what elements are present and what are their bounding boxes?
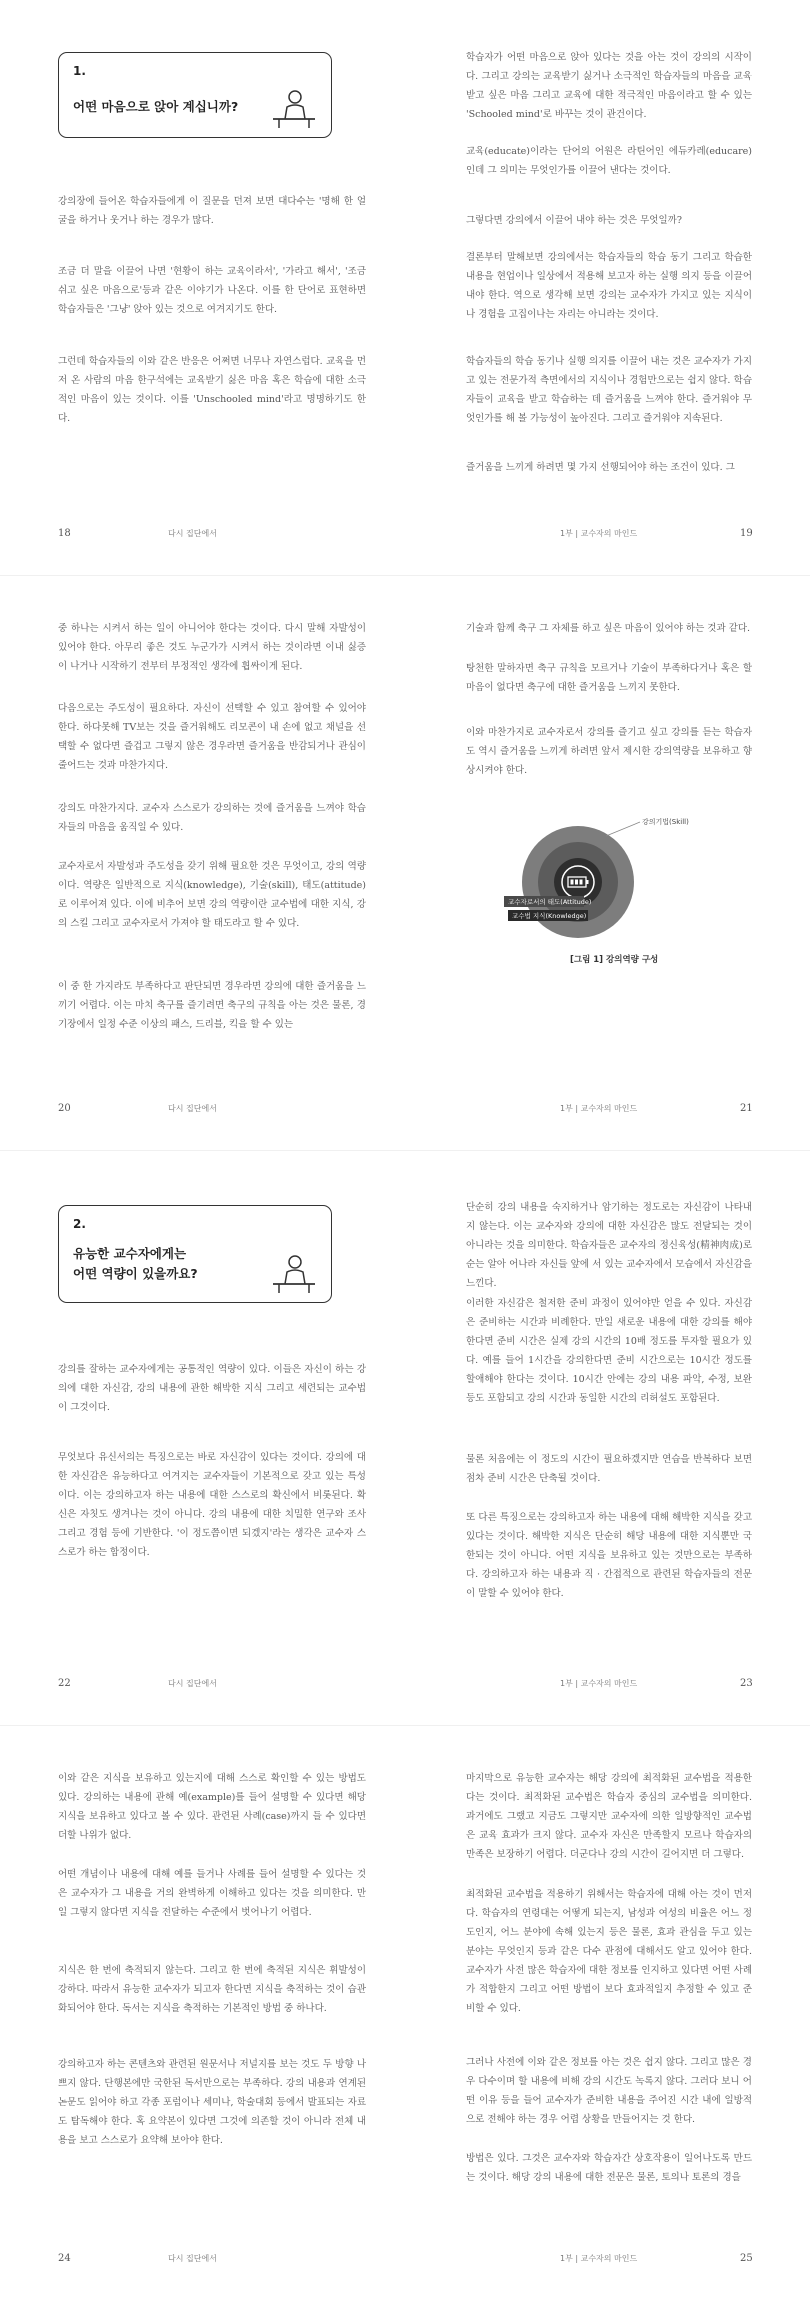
page-number: 23 <box>740 1678 753 1689</box>
paragraph: 강의장에 들어온 학습자들에게 이 질문을 던져 보면 대다수는 '명해 한 얼굴을 하거나 웃거나 하는 경우가 많다. <box>58 196 366 226</box>
running-header: 다시 집단에서 <box>168 1104 217 1113</box>
paragraph: 즐거움을 느끼게 하려면 몇 가지 선행되어야 하는 조건이 있다. 그 <box>466 462 735 473</box>
paragraph: 탕천한 말하자면 축구 규칙을 모르거나 기술이 부족하다거나 혹은 할 마음이 없다면 축구에 대한 즐거움을 느끼지 못한다. <box>466 663 752 693</box>
paragraph: 어떤 개념이나 내용에 대해 예를 들거나 사례를 들어 설명할 수 있다는 것은 교수자가 그 내용을 거의 완벽하게 이해하고 있다는 것을 의미한다. 만일 그렇지 않다면 지식을 전달하는 수준에서 벗어나기 어렵다. <box>58 1869 366 1918</box>
page-25 <box>405 1725 810 2300</box>
page-24 <box>0 1725 405 2300</box>
paragraph: 지식은 한 번에 축적되지 않는다. 그리고 한 번에 축적된 지식은 휘발성이 강하다. 따라서 유능한 교수자가 되고자 한다면 지식을 축적하는 것이 습관화되어야 한다. 독서는 지식을 축적하는 기본적인 방법 중 하나다. <box>58 1965 366 2014</box>
page-number: 18 <box>58 528 71 539</box>
page-number: 21 <box>740 1103 753 1114</box>
paragraph: 기술과 함께 축구 그 자체를 하고 싶은 마음이 있어야 하는 것과 같다. <box>466 623 751 634</box>
paragraph: 그러나 사전에 이와 같은 정보를 아는 것은 쉽지 않다. 그리고 많은 경우 다수이며 할 내용에 비해 강의 시간도 녹록지 않다. 그러다 보니 어떤 이유 등을 들어 교수자가 준비한 내용을 주어진 시간 내에 일방적으로 전해야 하는 경우 어렵 상황을 만들어지는 것 한다. <box>466 2057 752 2125</box>
paragraph: 강의도 마찬가지다. 교수자 스스로가 강의하는 것에 즐거움을 느껴야 학습자들의 마음을 움직일 수 있다. <box>58 803 366 833</box>
page-number: 24 <box>58 2253 71 2264</box>
running-header: 1부 | 교수자의 마인드 <box>560 1679 638 1688</box>
chapter-number: 1. <box>73 64 86 78</box>
chapter-2-box <box>58 1205 332 1303</box>
page-number: 20 <box>58 1103 71 1114</box>
paragraph: 조금 더 말을 이끌어 나면 '현황이 하는 교육이라서', '가라고 해서', '조금 쉬고 싶은 마음으로'등과 같은 이야기가 나온다. 이를 한 단어로 표현하면 학습자들은 '그냥' 앉아 있는 것으로 여겨지기도 한다. <box>58 266 366 315</box>
paragraph: 마지막으로 유능한 교수자는 해당 강의에 최적화된 교수법을 적용한다는 것이다. 최적화된 교수법은 학습자 중심의 교수법을 의미한다. 과거에도 그랬고 지금도 그렇지만 교수자에 의한 일방향적인 교수법은 교육 효과가 크지 않다. 교수자 자신은 만족할지 모르나 학습자의 만족은 보장하기 어렵다. 더군다나 강의 시간이 길어지면 더 그렇다. <box>466 1773 752 1860</box>
page-22 <box>0 1150 405 1725</box>
paragraph: 그런데 학습자들의 이와 같은 반응은 어쩌면 너무나 자연스럽다. 교육을 먼저 온 사람의 마음 한구석에는 교육받기 싫은 마음 혹은 학습에 대한 소극적인 마음이 있는 것이다. 이를 'Unschooled mind'라고 명명하기도 한다. <box>58 356 366 424</box>
spread-pages-20-21 <box>0 575 810 1150</box>
page-19 <box>405 0 810 575</box>
paragraph: 이와 같은 지식을 보유하고 있는지에 대해 스스로 확인할 수 있는 방법도 있다. 강의하는 내용에 관해 예(example)를 들어 설명할 수 있다면 해당 지식을 보유하고 있다고 볼 수 있다. 관련된 사례(case)까지 들 수 있다면 더할 나위가 없다. <box>58 1773 366 1841</box>
page-number: 22 <box>58 1678 71 1689</box>
running-header: 다시 집단에서 <box>168 1679 217 1688</box>
spread-pages-24-25 <box>0 1725 810 2300</box>
spread-pages-22-23 <box>0 1150 810 1725</box>
page-21 <box>405 575 810 1150</box>
chapter-number: 2. <box>73 1217 86 1231</box>
chapter-title-line-2: 어떤 역량이 있을까요? <box>73 1266 198 1281</box>
paragraph: 방법은 있다. 그것은 교수자와 학습자간 상호작용이 일어나도록 만드는 것이다. 해당 강의 내용에 대한 전문은 물론, 토의나 토론의 경을 <box>466 2153 752 2183</box>
person-at-desk-icon <box>269 1254 319 1294</box>
paragraph: 이 중 한 가지라도 부족하다고 판단되면 경우라면 강의에 대한 즐거움을 느끼기 어렵다. 이는 마치 축구를 즐기려면 축구의 규칙을 아는 것은 물론, 경기장에서 일정 수준 이상의 패스, 드리블, 킥을 할 수 있는 <box>58 981 366 1030</box>
paragraph: 그렇다면 강의에서 이끌어 내야 하는 것은 무엇일까? <box>466 215 682 226</box>
knowledge-label: 교수법 지식(Knowledge) <box>512 912 587 920</box>
paragraph: 단순히 강의 내용을 숙지하거나 암기하는 정도로는 자신감이 나타내지 않는다. 이는 교수자와 강의에 대한 자신감은 많도 전달되는 것이 아니라는 것을 의미한다. 학습자들은 교수자의 정신육성(精神肉成)로 순는 알아 어나라 자신들 앞에 서 있는 교수자에서 모습에서 자신감을 느낀다. <box>466 1202 752 1289</box>
running-header: 1부 | 교수자의 마인드 <box>560 2254 638 2263</box>
running-header: 다시 집단에서 <box>168 2254 217 2263</box>
paragraph: 물론 처음에는 이 정도의 시간이 필요하겠지만 연습을 반복하다 보면 점차 준비 시간은 단축될 것이다. <box>466 1454 752 1484</box>
paragraph: 강의를 잘하는 교수자에게는 공통적인 역량이 있다. 이들은 자신이 하는 강의에 대한 자신감, 강의 내용에 관한 해박한 지식 그리고 세련되는 교수법이 그것이다. <box>58 1364 366 1413</box>
paragraph: 또 다른 특징으로는 강의하고자 하는 내용에 대해 해박한 지식을 갖고 있다는 것이다. 해박한 지식은 단순히 해당 내용에 대한 지식뿐만 국한되는 것이 아니다. 어떤 지식을 보유하고 있는 것만으로는 부족하다. 강의하고자 하는 내용과 직 · 간접적으로 관련된 학습자들의 전문이 말할 수 있어야 한다. <box>466 1512 752 1599</box>
person-at-desk-icon <box>269 89 319 129</box>
figure-caption: [그림 1] 강의역량 구성 <box>570 955 659 965</box>
paragraph: 강의하고자 하는 콘텐츠와 관련된 원문서나 저널지를 보는 것도 두 방향 나쁘지 않다. 단행본에만 국한된 독서만으로는 부족하다. 강의 내용과 연계된 논문도 읽어야 하고 각종 포럼이나 세미나, 학술대회 등에서 발표되는 자료도 탐독해야 한다. 혹 요약본이 있다면 그것에 의존할 것이 아니라 전체 내용을 보고 스스로가 요약해 보아야 한다. <box>58 2059 366 2146</box>
page-number: 19 <box>740 528 753 539</box>
paragraph: 최적화된 교수법을 적용하기 위해서는 학습자에 대해 아는 것이 먼저다. 학습자의 연령대는 어떻게 되는지, 남성과 여성의 비율은 어느 정도인지, 어느 분야에 속해 있는지 등은 물론, 효과 관심을 두고 있는 분야는 무엇인지 등과 같은 다수 관점에 대해서도 알고 있어야 한다. 교수자가 사전 많은 학습자에 대한 정보를 인지하고 있다면 어떤 사례가 적합한지 그리고 어떤 방법이 보다 효과적일지 추정할 수 있고 준비할 수 있다. <box>466 1889 752 2014</box>
chapter-title: 어떤 마음으로 앉아 계십니까? <box>73 99 239 114</box>
page-20 <box>0 575 405 1150</box>
paragraph: 학습자들의 학습 동기나 실행 의지를 이끌어 내는 것은 교수자가 가지고 있는 전문가적 측면에서의 지식이나 경험만으로는 쉽지 않다. 학습자들이 교육을 받고 학습하는 데 즐거움을 느껴야 한다. 즐거워야 무엇인가를 해 볼 가능성이 높아진다. 그리고 즐거워야 지속된다. <box>466 356 752 424</box>
spread-pages-18-19 <box>0 0 810 575</box>
competency-diagram <box>500 800 720 960</box>
attitude-label: 교수자로서의 태도(Attitude) <box>508 898 592 906</box>
running-header: 1부 | 교수자의 마인드 <box>560 1104 638 1113</box>
paragraph: 이러한 자신감은 철저한 준비 과정이 있어야만 얻을 수 있다. 자신감은 준비하는 시간과 비례한다. 만일 새로운 내용에 대한 강의를 해야 한다면 준비 시간은 실제 강의 시간의 10배 정도를 투자할 필요가 있다. 예를 들어 1시간을 강의한다면 준비 시간으로는 10시간 정도를 할애해야 한다는 것이다. 10시간 안에는 강의 내용 파악, 수정, 보완 등도 포함되고 강의 시간과 동일한 시간의 리허설도 포함된다. <box>466 1298 752 1404</box>
paragraph: 학습자가 어떤 마음으로 앉아 있다는 것을 아는 것이 강의의 시작이다. 그리고 강의는 교육받기 싫거나 소극적인 학습자들의 마음을 교육받고 싶은 마음 그리고 교육에 대한 적극적인 마음이라고 할 수 있는 'Schooled mind'로 바꾸는 것이 관건이다. <box>466 52 752 120</box>
skill-label: 강의기법(Skill) <box>642 818 689 826</box>
paragraph: 다음으로는 주도성이 필요하다. 자신이 선택할 수 있고 참여할 수 있어야 한다. 하다못해 TV보는 것을 즐거워해도 리모콘이 내 손에 없고 채널을 선택할 수 없다면 즐겁고 그렇지 않은 경우라면 즐거움을 반감되거나 관심이 줄어드는 것과 마찬가지다. <box>58 703 366 771</box>
paragraph: 교육(educate)이라는 단어의 어원은 라틴어인 에듀카레(educare)인데 그 의미는 무엇인가를 이끌어 낸다는 것이다. <box>466 146 752 176</box>
page-18 <box>0 0 405 575</box>
chapter-1-box <box>58 52 332 138</box>
running-header: 1부 | 교수자의 마인드 <box>560 529 638 538</box>
paragraph: 무엇보다 유신서의는 특징으로는 바로 자신감이 있다는 것이다. 강의에 대한 자신감은 유능하다고 여겨지는 교수자들이 기본적으로 갖고 있는 특성이다. 이는 강의하고자 하는 내용에 대한 스스로의 확신에서 비롯된다. 확신은 자칫도 생겨나는 것이 아니다. 강의 내용에 대한 치밀한 연구와 조사 그리고 경험 등에 기반한다. '이 정도쯤이면 되겠지'라는 생각은 교수자 스스로가 하는 합정이다. <box>58 1452 366 1558</box>
paragraph: 교수자로서 자발성과 주도성을 갖기 위해 필요한 것은 무엇이고, 강의 역량이다. 역량은 일반적으로 지식(knowledge), 기술(skill), 태도(attitude)로 이루어져 있다. 이에 비추어 보면 강의 역량이란 교수법에 대한 지식, 강의 스킬 그리고 교수자로서 가져야 할 태도라고 할 수 있다. <box>58 861 366 929</box>
page-number: 25 <box>740 2253 753 2264</box>
paragraph: 결론부터 말해보면 강의에서는 학습자들의 학습 동기 그리고 학습한 내용을 현업이나 일상에서 적용해 보고자 하는 실행 의지 등을 이끌어 내야 한다. 역으로 생각해 보면 강의는 교수자가 가지고 있는 지식이나 경험을 고집이나는 자리는 아니라는 것이다. <box>466 252 752 320</box>
paragraph: 중 하나는 시켜서 하는 일이 아니어야 한다는 것이다. 다시 말해 자발성이 있어야 한다. 아무리 좋은 것도 누군가가 시켜서 하는 것이라면 이내 싫증이 나거나 시작하기 전부터 부정적인 생각에 휩싸이게 된다. <box>58 623 366 672</box>
chapter-title-line-1: 유능한 교수자에게는 <box>73 1246 187 1261</box>
page-23 <box>405 1150 810 1725</box>
running-header: 다시 집단에서 <box>168 529 217 538</box>
paragraph: 이와 마찬가지로 교수자로서 강의를 즐기고 싶고 강의를 듣는 학습자도 역시 즐거움을 느끼게 하려면 앞서 제시한 강의역량을 보유하고 향상시켜야 한다. <box>466 727 752 776</box>
